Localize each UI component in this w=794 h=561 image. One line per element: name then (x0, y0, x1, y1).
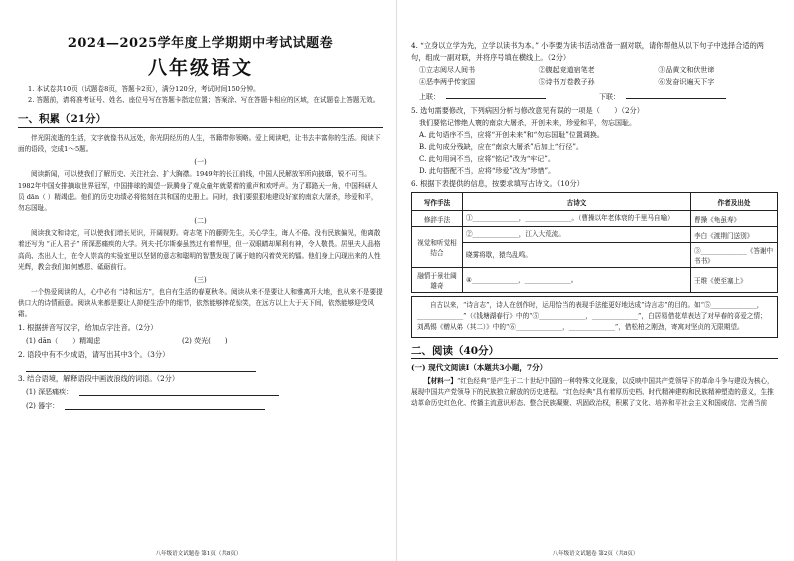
note-2: 2. 答题前，请将准考证号、姓名、座位号写在答题卡指定位置；答案涂、写在答题卡相应的区域，在试题卷上答题无效。 (28, 96, 380, 104)
q4-options (411, 64, 778, 88)
poetry-paragraph-box[interactable]: 自古以来，“诗言志”，诗人在创作时，运用恰当的表现手法能更好地达成“诗言志”的目的。如“⑤______________，______________”（《钱塘湖春行》中的“⑤______________，______________”，白居易借花草表达了对早春的喜爱之情；刘禹锡《赠从弟（其二）》中的“⑥______________，______________”，借松柏之刚劲，寄寓对坚贞的无限期望。 (411, 296, 778, 338)
table-header: 作者及出处 (691, 193, 778, 211)
table-row: 融情于景壮阔雄奇 ④______________，______________。 王维《使至塞上》 (412, 268, 778, 293)
poetry-table (411, 192, 778, 293)
note-1: 1. 本试卷共10页（试题卷8页，答题卡2页），满分120分，考试时间150分钟。 (28, 85, 260, 93)
q5-option-d: D. 此句搭配不当，应将“珍爱”改为“珍惜”。 (419, 167, 556, 175)
q1-item-b: (2) 荧光( ) (182, 336, 228, 345)
table-row: 晓雾将歇，猿鸟乱鸣。 ③______________《答谢中书书》 (412, 243, 778, 268)
page-right (397, 0, 794, 561)
question-6: 6. 根据下表提供的信息，按要求填写古诗文。（10分） (411, 179, 584, 188)
q4-option: ⑥发奋识遍天下字 (658, 78, 715, 86)
material-1: 【材料一】“红色经典”是产生于二十世纪中国的一种特殊文化现象，以反映中国共产党领导下的革命斗争与建设为核心，展现中国共产党领导下的民族独立解放的历史进程。“红色经典”具有着厚历史档、时代精神建构和民族精神塑造的意义，生推动革命历史红色化、传播主流意识形态、整合民族凝聚、巩固政治权，积累了文化、培养和平社会主义和国威信、完善当前 (411, 376, 774, 408)
passage-1: 阅读新闻，可以使我们了解历史、关注社会、扩大胸襟。1949年的长江前线，中国人民解放军所向披靡，锐不可当。1982年中国女排摘取世界冠军，中国排球的渴望一跃腾身了观众童年就蒙着的重声和欢呼声。为了耶路天一角，中国科研人员 dān（ ）精竭虑。他们的历史功绩必将铭刻在共和国的史册上。同时，我们要狠狠地建设好家的南京大屠杀，珍爱和平，勿忘国耻。 (18, 170, 378, 213)
question-2: 2. 语段中有不少成语，请写出其中3个。（3分） (18, 349, 170, 359)
q5-option-b: B. 此句成分残缺，应在“南京大屠杀”后加上“行径”。 (419, 143, 583, 151)
exam-notes (18, 84, 383, 106)
q1-item-a: (1) dān（ ）精竭虑 (26, 336, 101, 345)
question-4: 4. “立身以立学为先，立学以读书为本。” 小李要为读书活动准备一副对联，请你帮他从以下句子中选择合适的两句，组成一副对联，并将序号填在横线上。（2分） (411, 41, 764, 62)
question-1-items (18, 334, 383, 348)
section-heading-1: 一、积累（21分） (18, 111, 383, 128)
intro-paragraph: 伴光阴流逝的生活，文字就像书从远处，你光阴经历的人生，书籍带你领略。爱上阅读吧，让书去丰富你的生活。阅读下面的语段，完成1～5题。 (18, 134, 381, 154)
poem-blank-3[interactable]: ③______________《答谢中书书》 (691, 243, 778, 268)
q5-option-c: C. 此句用词不当，应将“铭记”改为“牢记”。 (419, 155, 555, 163)
part-2-label: (二) (194, 217, 207, 226)
q4-option: ②腹起竞道宿笔老 (538, 66, 595, 74)
passage-3: 一个热爱阅读的人，心中必有 “诗和远方”，也自有生活的春夏秋冬。阅读从来不是要让人和雅离开大地，也从来不是要提供口大的诗情画意。阅读从来都是要让人抑便生活中的细节，依然能够捧花惊笑，在远方以上大于天下间，依然能够迎受风霜。 (18, 288, 383, 319)
question-5: 5. 选句需要修改，下列病因分析与修改意见有误的一项是（ ）（2分） (411, 106, 644, 115)
exam-title: 2024—2025学年度上学期期中考试试题卷 (67, 36, 334, 51)
poem-blank-2[interactable]: ②______________，江入大荒流。 (463, 227, 691, 243)
exam-subject: 八年级语文 (147, 57, 253, 79)
q4-option: ③品黄文和伏世谛 (658, 66, 715, 74)
table-row: 视觉和听觉相结合 ②______________，江入大荒流。 李白《渡荆门送别》 (412, 227, 778, 243)
question-3: 3. 结合语境，解释语段中画波浪线的词语。（2分） (18, 373, 180, 383)
page-footer-left: 八年级语文试题卷 第1页（共8页） (155, 551, 242, 557)
q4-option: ①立志阅尽人间书 (419, 66, 475, 74)
q2-answer-line[interactable] (18, 361, 383, 372)
subsection-heading: (一) 现代文阅读Ⅰ（本题共3小题，7分） (411, 362, 548, 372)
part-1-label: (一) (194, 158, 207, 167)
page-footer-right: 八年级语文试题卷 第2页（共8页） (552, 551, 639, 557)
poem-blank-1[interactable]: ①______________，______________。（曹操以年老体衰的千里马自喻） (463, 211, 691, 227)
q5-option-a: A. 此句语序不当，应将“开创未来”和“勿忘国耻”位置调换。 (419, 131, 604, 139)
part-3-label: (三) (194, 276, 207, 285)
q3-item-a[interactable]: (1) 深恶痛疾： (18, 385, 383, 399)
q3-item-b[interactable]: (2) 器宇： (18, 399, 383, 413)
passage-2: 阅读我文和诗定，可以使我们增长见识，开阔视野。奇志笔下的藤野先生，关心学生，诲人不倦。没有民族偏见，他离散着还写为 “正人君子” 所深恶痛疾的大学。列夫·托尔斯泰虽然过有着悍里，但一双眼睛却犀利有神，令人敬畏。居里夫人品格高尚、杰出人士，在令人崇高的实验室里以坚韧的意志和聪明的智慧发现了属于她的闪着荧光的镭。他们身上闪现出来的人性光辉，教会我们如何感恩、砥砺前行。 (18, 229, 381, 271)
table-header: 古诗文 (463, 193, 691, 211)
section-heading-2: 二、阅读（40分） (411, 343, 778, 359)
table-header: 写作手法 (412, 193, 463, 211)
table-row: 修辞手法 ①______________，______________。（曹操以年老体衰的千里马自喻） 曹操《龟虽寿》 (412, 211, 778, 227)
q4-option: ④恶李两乎传家国 (419, 78, 475, 86)
q5-stem: 我们要铭记惨绝人寰的南京大屠杀，开创未来，珍爱和平，勿忘国耻。 (419, 119, 636, 127)
question-1: 1. 根据拼音写汉字，给加点字注音。（2分） (18, 322, 158, 332)
q4-answer-lines[interactable]: 上联： 下联： (411, 88, 778, 104)
q4-option: ⑤诗书万卷教子孙 (538, 78, 595, 86)
poem-blank-4[interactable]: ④______________，______________。 (463, 268, 691, 293)
